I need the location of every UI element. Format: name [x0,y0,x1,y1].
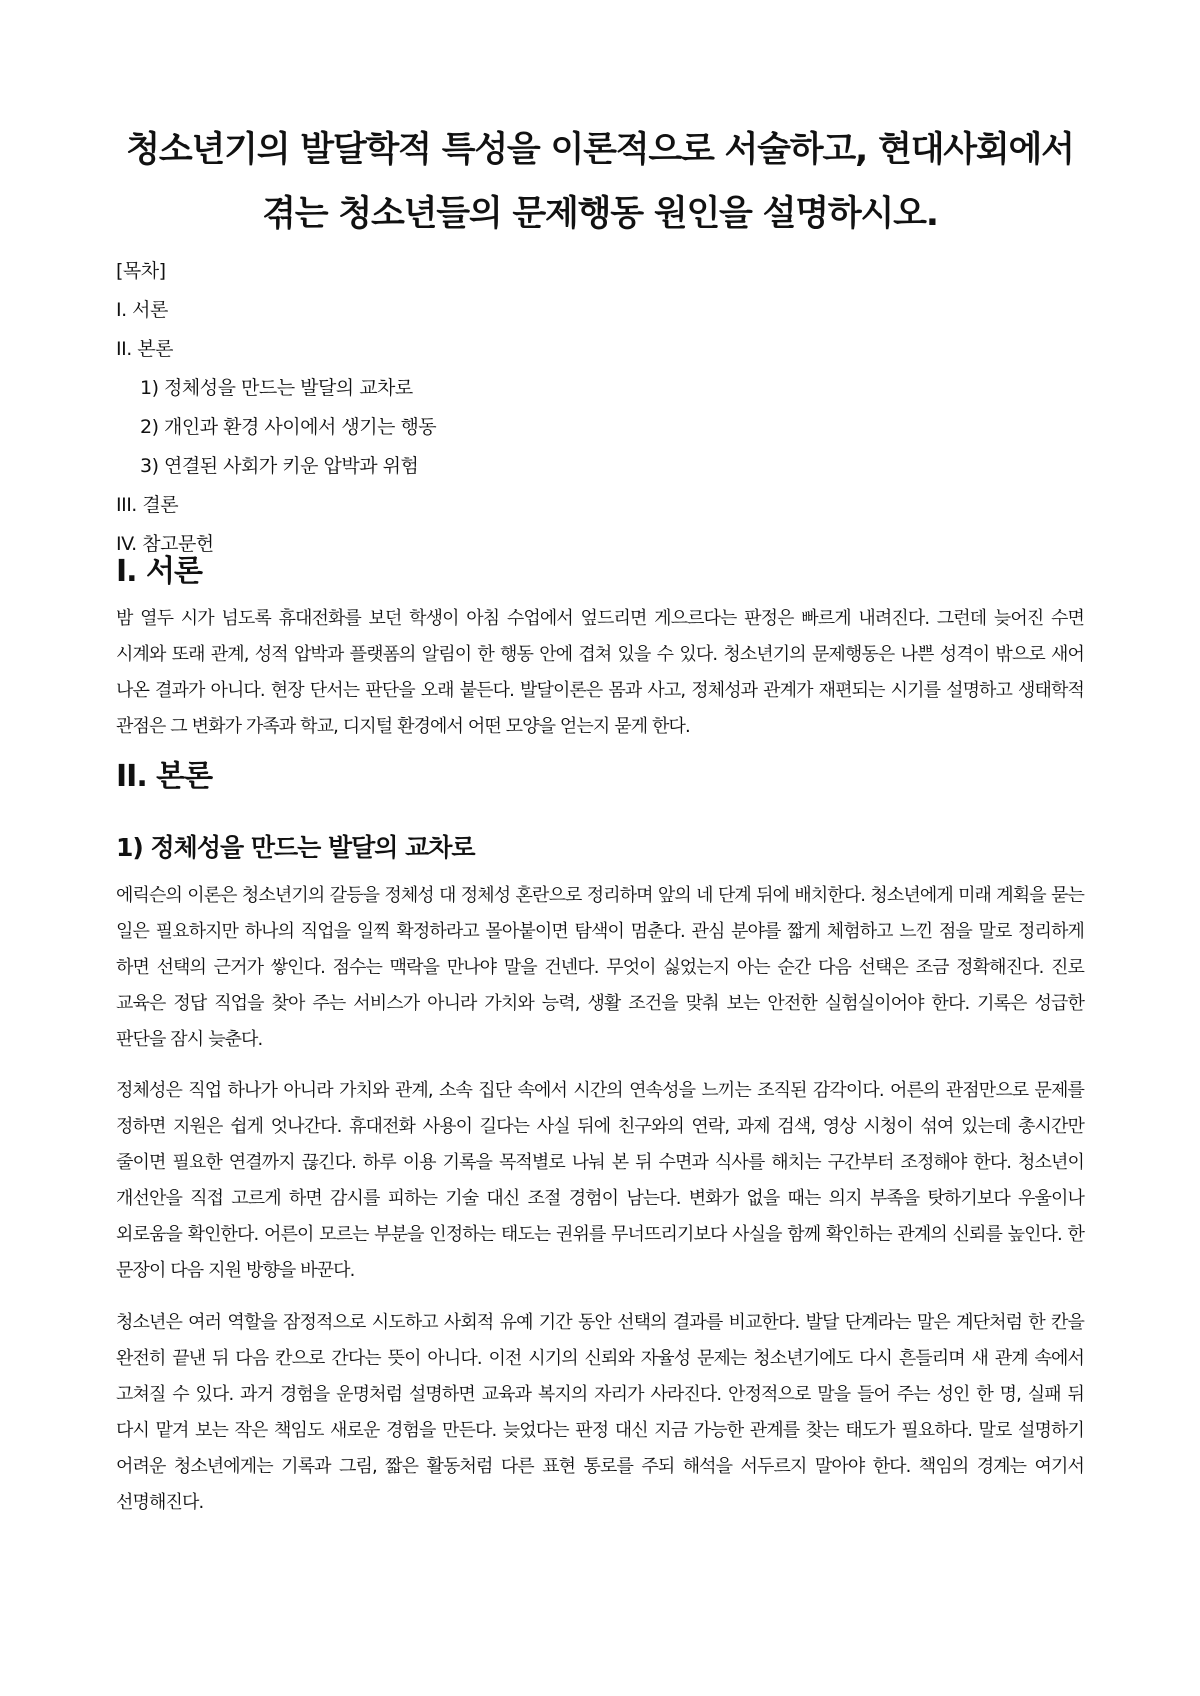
section-heading-body: II. 본론 [116,759,213,794]
toc-item-body-sub1: 1) 정체성을 만드는 발달의 교차로 [140,377,413,399]
body-paragraph-2: 정체성은 직업 하나가 아니라 가치와 관계, 소속 집단 속에서 시간의 연속성을 느끼는 조직된 감각이다. 어른의 관점만으로 문제를 정하면 지원은 쉽게 엇나간다. 휴대전화 사용이 길다는 사실 뒤에 친구와의 연락, 과제 검색, 영상 시청이 섞여 있는데 총시간만 줄이면 필요한 연결까지 끊긴다. 하루 이용 기록을 목적별로 나눠 본 뒤 수면과 식사를 해치는 구간부터 조정해야 한다. 청소년이 개선안을 직접 고르게 하면 감시를 피하는 기술 대신 조절 경험이 남는다. 변화가 없을 때는 의지 부족을 탓하기보다 우울이나 외로움을 확인한다. 어른이 모르는 부분을 인정하는 태도는 권위를 무너뜨리기보다 사실을 함께 확인하는 관계의 신뢰를 높인다. 한 문장이 다음 지원 방향을 바꾼다. [116,1080,1084,1281]
body-paragraph-1: 에릭슨의 이론은 청소년기의 갈등을 정체성 대 정체성 혼란으로 정리하며 앞의 네 단계 뒤에 배치한다. 청소년에게 미래 계획을 묻는 일은 필요하지만 하나의 직업을 일찍 확정하라고 몰아붙이면 탐색이 멈춘다. 관심 분야를 짧게 체험하고 느낀 점을 말로 정리하게 하면 선택의 근거가 쌓인다. 점수는 맥락을 만나야 말을 건넨다. 무엇이 싫었는지 아는 순간 다음 선택은 조금 정확해진다. 진로 교육은 정답 직업을 찾아 주는 서비스가 아니라 가치와 능력, 생활 조건을 맞춰 보는 안전한 실험실이어야 한다. 기록은 성급한 판단을 잠시 늦춘다. [116,885,1084,1050]
toc-item-introduction: I. 서론 [116,299,168,321]
table-of-contents [116,252,436,564]
toc-heading: [목차] [116,260,166,282]
toc-item-references: IV. 참고문헌 [116,533,214,555]
section-heading-introduction: I. 서론 [116,554,202,589]
toc-item-body: II. 본론 [116,338,173,360]
body-paragraph-3: 청소년은 여러 역할을 잠정적으로 시도하고 사회적 유예 기간 동안 선택의 결과를 비교한다. 발달 단계라는 말은 계단처럼 한 칸을 완전히 끝낸 뒤 다음 칸으로 간다는 뜻이 아니다. 이전 시기의 신뢰와 자율성 문제는 청소년기에도 다시 흔들리며 새 관계 속에서 고쳐질 수 있다. 과거 경험을 운명처럼 설명하면 교육과 복지의 자리가 사라진다. 안정적으로 말을 들어 주는 성인 한 명, 실패 뒤 다시 맡겨 보는 작은 책임도 새로운 경험을 만든다. 늦었다는 판정 대신 지금 가능한 관계를 찾는 태도가 필요하다. 말로 설명하기 어려운 청소년에게는 기록과 그림, 짧은 활동처럼 다른 표현 통로를 주되 해석을 서두르지 말아야 한다. 책임의 경계는 여기서 선명해진다. [116,1312,1084,1513]
subsection-heading-identity: 1) 정체성을 만드는 발달의 교차로 [116,833,475,862]
toc-item-body-sub2: 2) 개인과 환경 사이에서 생기는 행동 [140,416,437,438]
document-title: 청소년기의 발달학적 특성을 이론적으로 서술하고, 현대사회에서 겪는 청소년들의 문제행동 원인을 설명하시오. [126,130,1074,234]
toc-item-conclusion: III. 결론 [116,494,179,516]
introduction-paragraph: 밤 열두 시가 넘도록 휴대전화를 보던 학생이 아침 수업에서 엎드리면 게으르다는 판정은 빠르게 내려진다. 그런데 늦어진 수면 시계와 또래 관계, 성적 압박과 플랫폼의 알림이 한 행동 안에 겹쳐 있을 수 있다. 청소년기의 문제행동은 나쁜 성격이 밖으로 새어 나온 결과가 아니다. 현장 단서는 판단을 오래 붙든다. 발달이론은 몸과 사고, 정체성과 관계가 재편되는 시기를 설명하고 생태학적 관점은 그 변화가 가족과 학교, 디지털 환경에서 어떤 모양을 얻는지 묻게 한다. [116,608,1084,737]
toc-item-body-sub3: 3) 연결된 사회가 키운 압박과 위험 [140,455,419,477]
